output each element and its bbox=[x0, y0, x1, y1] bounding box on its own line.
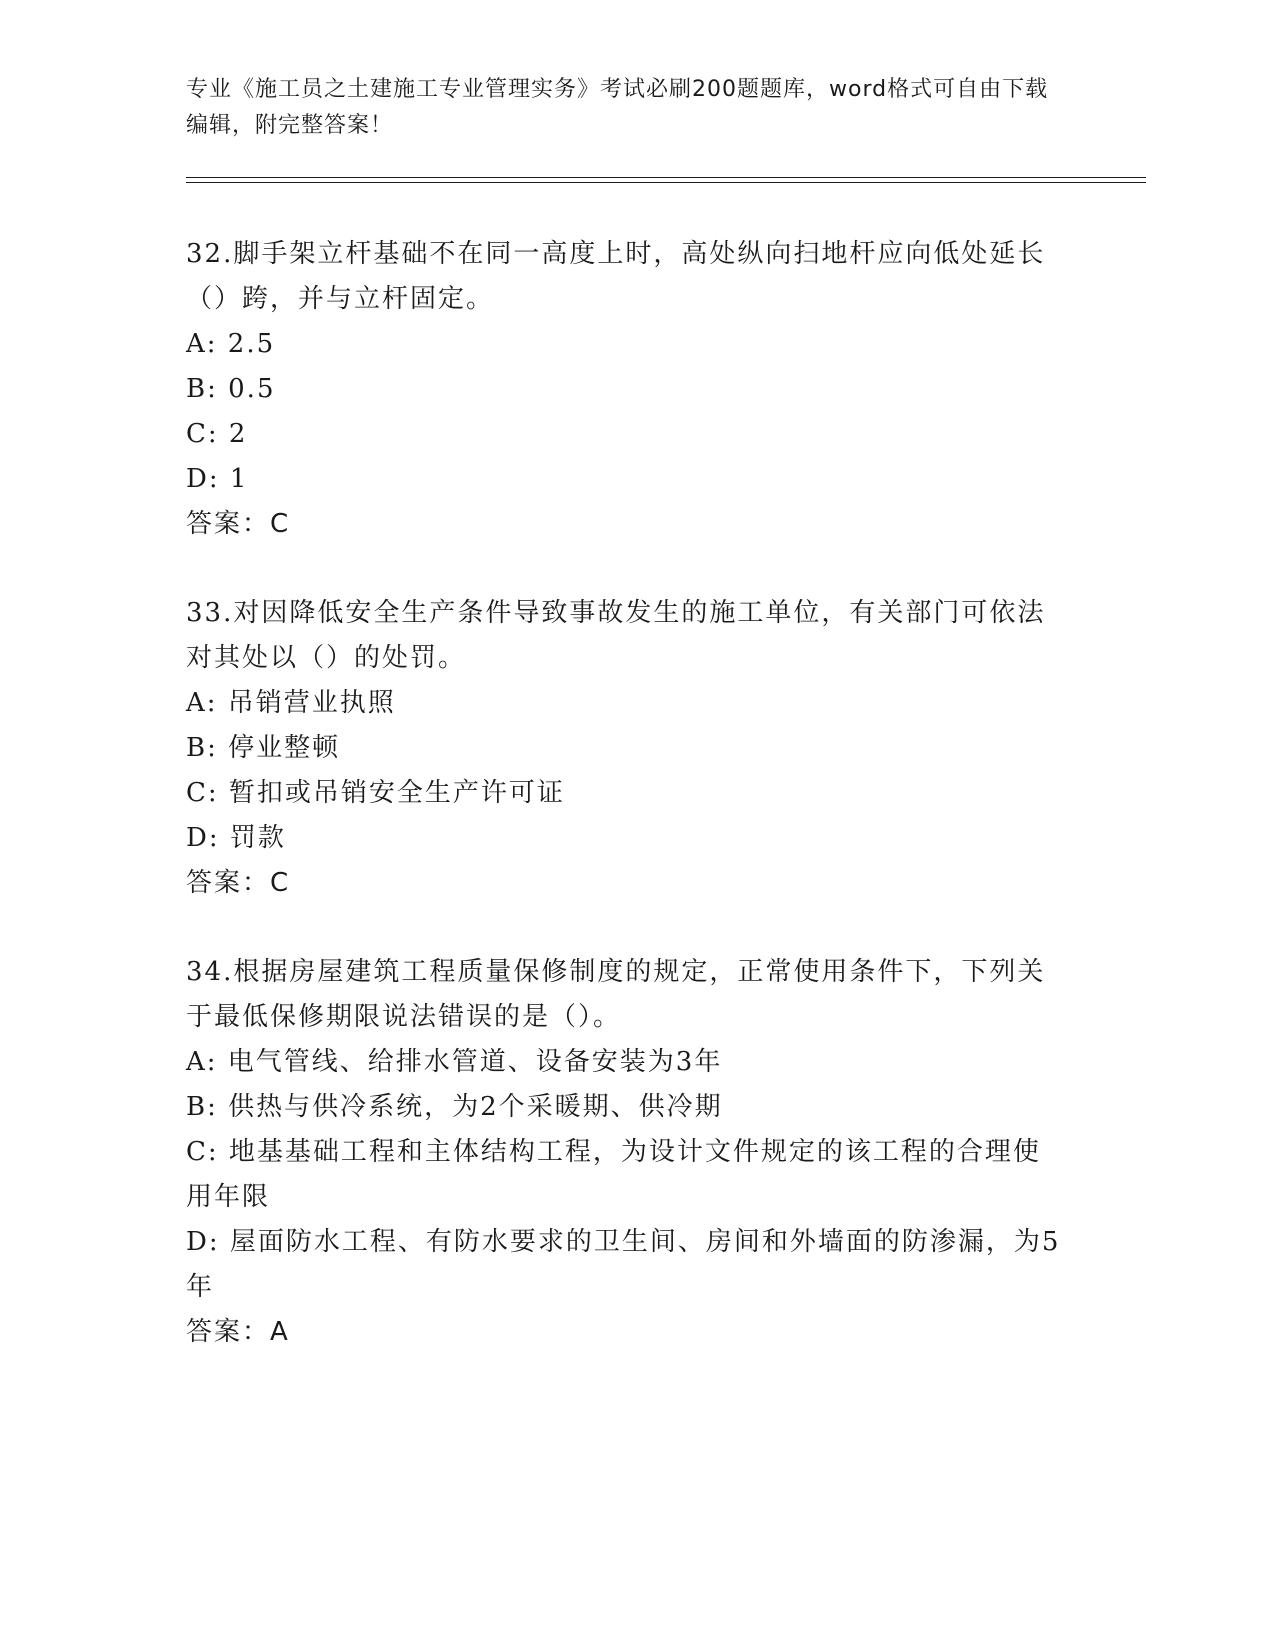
option-b: B: 0.5 bbox=[186, 374, 276, 404]
answer-label: 答案：A bbox=[186, 1317, 290, 1347]
question-33 bbox=[186, 591, 1066, 906]
option-d: D: 罚款 bbox=[186, 823, 286, 853]
option-a: A: 吊销营业执照 bbox=[186, 688, 396, 718]
option-d: D: 1 bbox=[186, 464, 249, 494]
question-stem: 33.对因降低安全生产条件导致事故发生的施工单位，有关部门可依法对其处以（）的处罚。 bbox=[186, 598, 1046, 673]
question-32 bbox=[186, 232, 1066, 547]
question-list bbox=[186, 232, 1066, 1399]
answer-label: 答案：C bbox=[186, 868, 291, 898]
option-b: B: 供热与供冷系统，为2个采暖期、供冷期 bbox=[186, 1092, 723, 1122]
question-34 bbox=[186, 950, 1066, 1355]
document-header: 专业《施工员之土建施工专业管理实务》考试必刷200题题库，word格式可自由下载编辑，附完整答案！ bbox=[186, 77, 1049, 138]
option-c: C: 地基基础工程和主体结构工程，为设计文件规定的该工程的合理使用年限 bbox=[186, 1137, 1041, 1212]
header-divider-bottom bbox=[186, 182, 1146, 183]
option-a: A: 2.5 bbox=[186, 329, 276, 359]
option-c: C: 2 bbox=[186, 419, 248, 449]
option-d: D: 屋面防水工程、有防水要求的卫生间、房间和外墙面的防渗漏，为5年 bbox=[186, 1227, 1061, 1302]
question-stem: 32.脚手架立杆基础不在同一高度上时，高处纵向扫地杆应向低处延长（）跨，并与立杆固定。 bbox=[186, 239, 1046, 314]
question-stem: 34.根据房屋建筑工程质量保修制度的规定，正常使用条件下，下列关于最低保修期限说法错误的是（）。 bbox=[186, 957, 1046, 1032]
header-divider-top bbox=[186, 177, 1146, 178]
option-b: B: 停业整顿 bbox=[186, 733, 341, 763]
option-c: C: 暂扣或吊销安全生产许可证 bbox=[186, 778, 565, 808]
answer-label: 答案：C bbox=[186, 509, 291, 539]
option-a: A: 电气管线、给排水管道、设备安装为3年 bbox=[186, 1047, 723, 1077]
